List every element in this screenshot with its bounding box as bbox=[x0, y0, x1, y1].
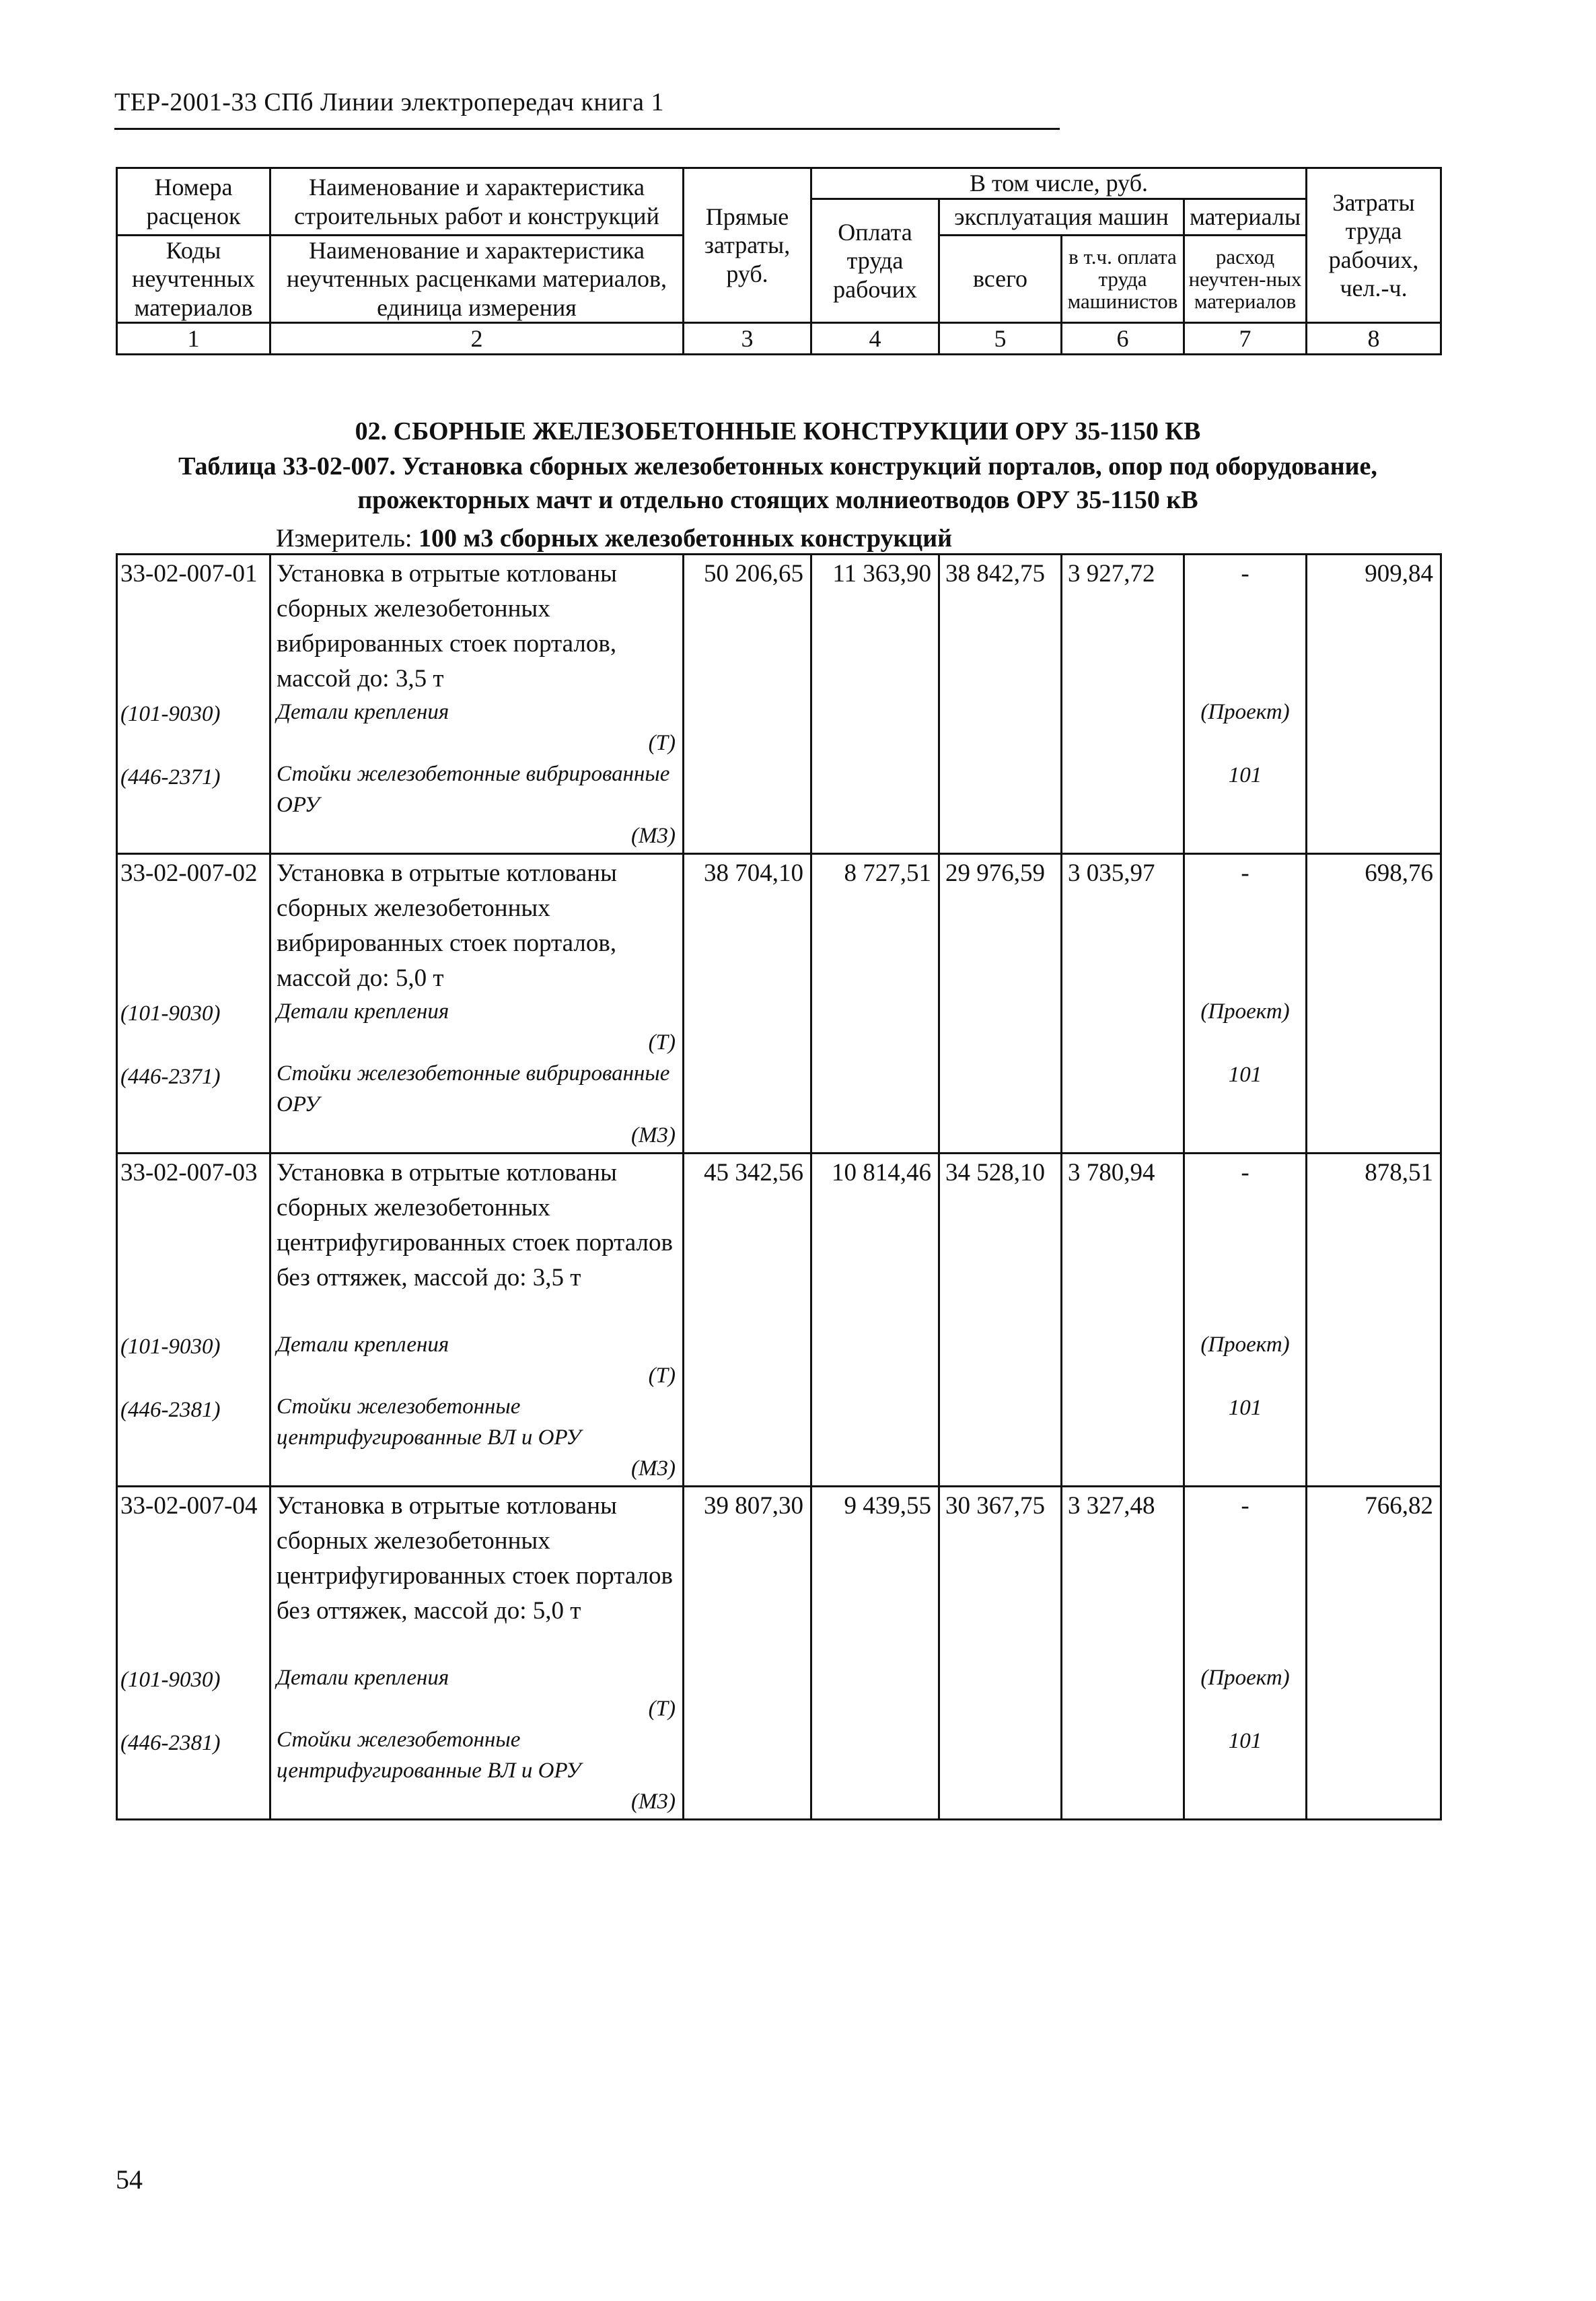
col-number-4: 4 bbox=[811, 323, 939, 355]
rate-name: Установка в отрытые котлованы сборных железобетонных вибрированных стоек порталов, массой до: 3,5 т bbox=[277, 560, 617, 693]
rate-name-cell bbox=[270, 1154, 684, 1487]
material-name: Стойки железобетонные центрифугированные ВЛ и ОРУ bbox=[277, 1394, 581, 1450]
labor-hours: 766,82 bbox=[1307, 1487, 1441, 1820]
material-code: (101-9030) bbox=[120, 1668, 221, 1692]
operator-costs: 3 035,97 bbox=[1062, 854, 1184, 1154]
material-unit: (М3) bbox=[631, 1456, 676, 1481]
rates-table bbox=[116, 553, 1442, 1820]
header-rule bbox=[114, 128, 1060, 130]
machine-costs: 38 842,75 bbox=[939, 555, 1062, 854]
direct-costs: 39 807,30 bbox=[684, 1487, 811, 1820]
materials-cell bbox=[1184, 555, 1307, 854]
material-unit: (М3) bbox=[631, 1790, 676, 1814]
col-number-8: 8 bbox=[1307, 323, 1441, 355]
labor-hours: 698,76 bbox=[1307, 854, 1441, 1154]
labor-costs: 11 363,90 bbox=[811, 555, 939, 854]
rate-name-cell bbox=[270, 555, 684, 854]
materials-value: - bbox=[1241, 560, 1249, 588]
header-col8: Затраты труда рабочих, чел.-ч. bbox=[1307, 168, 1441, 323]
table-title-line1: Таблица 33-02-007. Установка сборных железобетонных конструкций порталов, опор под оборудование, bbox=[178, 452, 1377, 481]
rate-code-cell bbox=[117, 1487, 270, 1820]
material-consumption: (Проект) bbox=[1200, 1666, 1290, 1690]
header-machines: эксплуатация машин bbox=[939, 199, 1184, 236]
machine-costs: 30 367,75 bbox=[939, 1487, 1062, 1820]
measure-value: 100 м3 сборных железобетонных конструкций bbox=[419, 524, 953, 553]
labor-costs: 9 439,55 bbox=[811, 1487, 939, 1820]
material-code: (101-9030) bbox=[120, 702, 221, 726]
materials-value: - bbox=[1241, 1492, 1249, 1520]
materials-value: - bbox=[1241, 1159, 1249, 1187]
material-name: Детали крепления bbox=[277, 1333, 449, 1357]
rate-code-cell bbox=[117, 854, 270, 1154]
table-header bbox=[116, 167, 1442, 355]
col-number-2: 2 bbox=[270, 323, 684, 355]
header-col2-top: Наименование и характеристика строительных работ и конструкций bbox=[270, 168, 684, 236]
header-group: В том числе, руб. bbox=[811, 168, 1307, 199]
page-number: 54 bbox=[116, 2164, 143, 2195]
measure-line bbox=[276, 524, 952, 553]
material-name: Стойки железобетонные вибрированные ОРУ bbox=[277, 762, 670, 817]
rate-name: Установка в отрытые котлованы сборных железобетонных центрифугированных стоек порталов без оттяжек, массой до: 3,5 т bbox=[277, 1159, 673, 1291]
rate-code-cell bbox=[117, 1154, 270, 1487]
material-unit: (М3) bbox=[631, 1123, 676, 1147]
header-col4: Оплата труда рабочих bbox=[811, 199, 939, 323]
header-col1-bottom: Коды неучтенных материалов bbox=[117, 236, 270, 323]
material-code: (446-2371) bbox=[120, 1065, 221, 1089]
machine-costs: 34 528,10 bbox=[939, 1154, 1062, 1487]
material-consumption: 101 bbox=[1228, 1063, 1262, 1087]
material-consumption: 101 bbox=[1228, 763, 1262, 787]
material-unit: (Т) bbox=[648, 1030, 676, 1055]
measure-label: Измеритель: bbox=[276, 524, 419, 553]
materials-cell bbox=[1184, 1154, 1307, 1487]
material-code: (446-2371) bbox=[120, 765, 221, 789]
direct-costs: 45 342,56 bbox=[684, 1154, 811, 1487]
table-row bbox=[117, 1487, 1441, 1820]
material-code: (446-2381) bbox=[120, 1731, 221, 1755]
col-number-1: 1 bbox=[117, 323, 270, 355]
material-unit: (М3) bbox=[631, 824, 676, 848]
material-name: Детали крепления bbox=[277, 700, 449, 724]
table-row bbox=[117, 854, 1441, 1154]
labor-hours: 878,51 bbox=[1307, 1154, 1441, 1487]
rate-code: 33-02-007-01 bbox=[120, 560, 258, 588]
material-code: (101-9030) bbox=[120, 1001, 221, 1026]
rate-code: 33-02-007-03 bbox=[120, 1159, 258, 1187]
material-consumption: (Проект) bbox=[1200, 700, 1290, 724]
rate-name: Установка в отрытые котлованы сборных железобетонных вибрированных стоек порталов, массой до: 5,0 т bbox=[277, 859, 617, 992]
materials-cell bbox=[1184, 1487, 1307, 1820]
material-name: Детали крепления bbox=[277, 1666, 449, 1690]
header-col5: всего bbox=[939, 236, 1062, 323]
labor-costs: 10 814,46 bbox=[811, 1154, 939, 1487]
header-materials: материалы bbox=[1184, 199, 1307, 236]
header-col6: в т.ч. оплата труда машинистов bbox=[1062, 236, 1184, 323]
materials-value: - bbox=[1241, 859, 1249, 887]
rate-name-cell bbox=[270, 854, 684, 1154]
labor-hours: 909,84 bbox=[1307, 555, 1441, 854]
page-header-title: ТЕР-2001-33 СПб Линии электропередач книга 1 bbox=[114, 88, 665, 116]
material-code: (446-2381) bbox=[120, 1398, 221, 1422]
col-number-6: 6 bbox=[1062, 323, 1184, 355]
header-col2-bottom: Наименование и характеристика неучтенных расценками материалов, единица измерения bbox=[270, 236, 684, 323]
col-number-7: 7 bbox=[1184, 323, 1307, 355]
material-unit: (Т) bbox=[648, 1364, 676, 1388]
rate-code: 33-02-007-02 bbox=[120, 859, 258, 887]
material-consumption: 101 bbox=[1228, 1396, 1262, 1420]
header-col7: расход неучтен-ных материалов bbox=[1184, 236, 1307, 323]
operator-costs: 3 927,72 bbox=[1062, 555, 1184, 854]
labor-costs: 8 727,51 bbox=[811, 854, 939, 1154]
rate-code: 33-02-007-04 bbox=[120, 1492, 258, 1520]
material-consumption: (Проект) bbox=[1200, 999, 1290, 1024]
header-col1-top: Номера расценок bbox=[117, 168, 270, 236]
materials-cell bbox=[1184, 854, 1307, 1154]
material-consumption: (Проект) bbox=[1200, 1333, 1290, 1357]
direct-costs: 50 206,65 bbox=[684, 555, 811, 854]
col-number-3: 3 bbox=[684, 323, 811, 355]
material-name: Детали крепления bbox=[277, 999, 449, 1024]
operator-costs: 3 780,94 bbox=[1062, 1154, 1184, 1487]
material-name: Стойки железобетонные вибрированные ОРУ bbox=[277, 1061, 670, 1117]
material-code: (101-9030) bbox=[120, 1335, 221, 1359]
rate-name: Установка в отрытые котлованы сборных железобетонных центрифугированных стоек порталов без оттяжек, массой до: 5,0 т bbox=[277, 1492, 673, 1625]
material-unit: (Т) bbox=[648, 1697, 676, 1721]
table-row bbox=[117, 555, 1441, 854]
rate-name-cell bbox=[270, 1487, 684, 1820]
table-title-line2: прожекторных мачт и отдельно стоящих молниеотводов ОРУ 35-1150 кВ bbox=[357, 486, 1198, 514]
operator-costs: 3 327,48 bbox=[1062, 1487, 1184, 1820]
rate-code-cell bbox=[117, 555, 270, 854]
machine-costs: 29 976,59 bbox=[939, 854, 1062, 1154]
table-row bbox=[117, 1154, 1441, 1487]
material-unit: (Т) bbox=[648, 731, 676, 755]
section-title: 02. СБОРНЫЕ ЖЕЛЕЗОБЕТОННЫЕ КОНСТРУКЦИИ ОРУ 35-1150 КВ bbox=[355, 417, 1201, 446]
material-name: Стойки железобетонные центрифугированные ВЛ и ОРУ bbox=[277, 1728, 581, 1783]
col-number-5: 5 bbox=[939, 323, 1062, 355]
direct-costs: 38 704,10 bbox=[684, 854, 811, 1154]
header-col3: Прямые затраты, руб. bbox=[684, 168, 811, 323]
material-consumption: 101 bbox=[1228, 1729, 1262, 1753]
